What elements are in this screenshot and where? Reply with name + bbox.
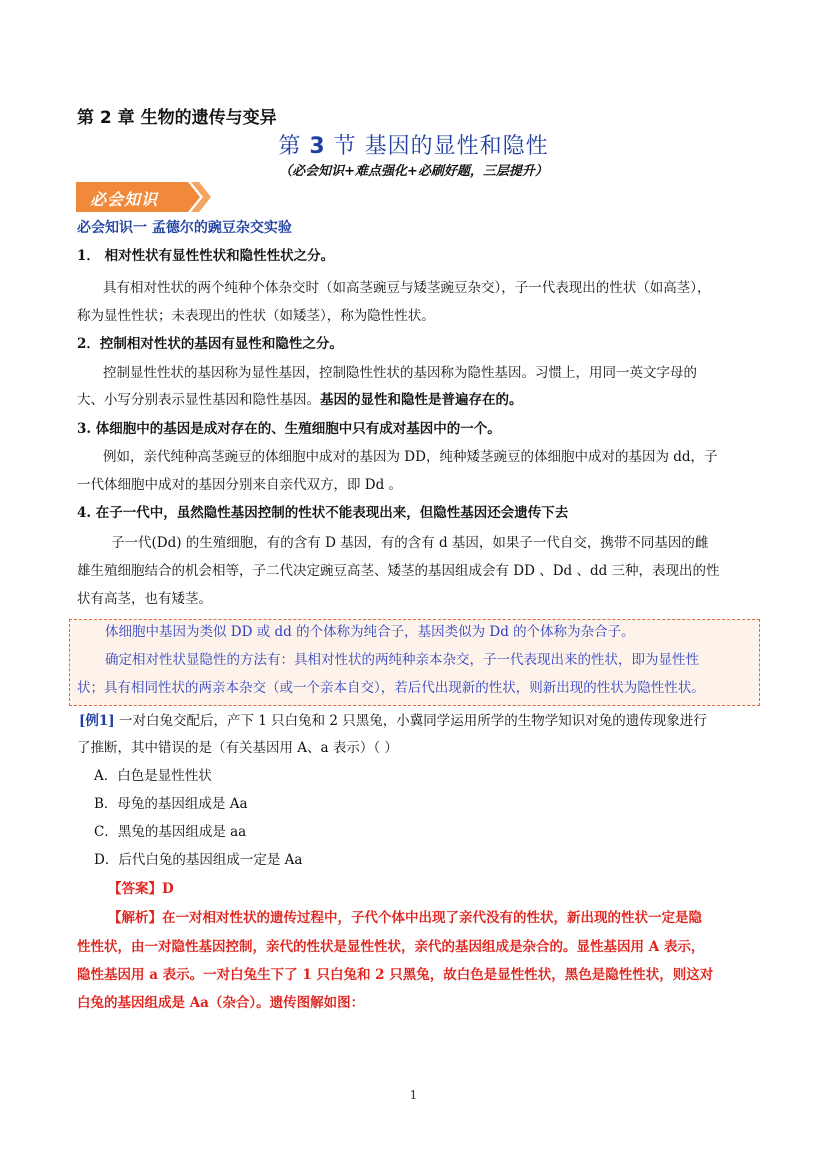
point-1-line-1: 具有相对性状的两个纯种个体杂交时（如高茎豌豆与矮茎豌豆杂交），子一代表现出的性状（如高茎）， [103,280,711,296]
analysis-line-2: 性性状，由一对隐性基因控制，亲代的性状是显性性状，亲代的基因组成是杂合的。显性基因用 A 表示， [77,939,705,955]
analysis-line-1 [108,908,702,928]
point-2-line-1: 控制显性性状的基因称为显性基因，控制隐性性状的基因称为隐性基因。习惯上，用同一英文字母的 [103,365,697,381]
note-line-3: 状；具有相同性状的两亲本杂交（或一个亲本自交），若后代出现新的性状，则新出现的性状为隐性性状。 [77,680,705,696]
point-4-heading: 4. 在子一代中，虽然隐性基因控制的性状不能表现出来，但隐性基因还会遗传下去 [77,505,569,521]
point-4-line-3: 状有高茎，也有矮茎。 [77,591,212,607]
option-c: C．黑兔的基因组成是 aa [94,824,247,840]
section-banner [76,182,216,212]
point-4-line-2: 雄生殖细胞结合的机会相等，子二代决定豌豆高茎、矮茎的基因组成会有 DD 、Dd 、dd 三种，表现出的性 [77,563,720,579]
option-a: A．白色是显性性状 [94,768,212,784]
page-number: 1 [409,1088,418,1102]
analysis-text-1: 在一对相对性状的遗传过程中，子代个体中出现了亲代没有的性状，新出现的性状一定是隐 [162,910,702,926]
point-1-heading: 1． 相对性状有显性性状和隐性性状之分。 [77,248,335,264]
title-rest: 节 基因的显性和隐性 [333,134,549,159]
point-2-line-2b: 基因的显性和隐性是普遍存在的。 [320,392,523,408]
point-2-line-2 [77,390,523,410]
point-3-heading: 3. 体细胞中的基因是成对存在的、生殖细胞中只有成对基因中的一个。 [77,421,501,437]
analysis-label: 【解析】 [108,910,162,926]
example-text: 一对白兔交配后，产下 1 只白兔和 2 只黑兔，小冀同学运用所学的生物学知识对兔的遗传现象进行 [114,713,707,729]
answer [108,879,174,899]
point-2-heading: 2．控制相对性状的基因有显性和隐性之分。 [77,336,343,352]
banner-label: 必会知识 [90,190,159,209]
point-2-line-2a: 大、小写分别表示显性基因和隐性基因。 [77,392,320,408]
analysis-line-4: 白兔的基因组成是 Aa（杂合）。遗传图解如图： [77,995,365,1011]
answer-label: 【答案】 [108,881,162,897]
point-4-line-1: 子一代(Dd) 的生殖细胞，有的含有 D 基因，有的含有 d 基因，如果子一代自交，携带不同基因的雌 [111,535,709,551]
note-line-2: 确定相对性状显隐性的方法有：具相对性状的两纯种亲本杂交，子一代表现出来的性状，即为显性性 [105,652,699,668]
title-prefix: 第 [278,134,302,159]
answer-value: D [162,881,174,897]
example-line-2: 了推断，其中错误的是（有关基因用 A、a 表示）（ ） [77,740,398,756]
point-3-line-2: 一代体细胞中成对的基因分别来自亲代双方，即 Dd 。 [77,477,403,493]
title-number: 3 [309,134,326,159]
chapter-heading: 第 2 章 生物的遗传与变异 [77,108,277,128]
note-line-1: 体细胞中基因为类似 DD 或 dd 的个体称为纯合子，基因类似为 Dd 的个体称为杂合子。 [105,624,635,640]
example-tag: [例1] [79,713,115,729]
point-1-line-2: 称为显性性状；未表现出的性状（如矮茎），称为隐性性状。 [77,308,435,324]
page-title [0,129,827,160]
example-line-1 [79,711,707,731]
point-3-line-1: 例如，亲代纯种高茎豌豆的体细胞中成对的基因为 DD，纯种矮茎豌豆的体细胞中成对的基因为 dd，子 [103,449,718,465]
analysis-line-3: 隐性基因用 a 表示。一对白兔生下了 1 只白兔和 2 只黑兔，故白色是显性性状，黑色是隐性性状，则这对 [77,967,714,983]
option-d: D．后代白兔的基因组成一定是 Aa [94,852,303,868]
section-title: 必会知识一 孟德尔的豌豆杂交实验 [77,220,292,236]
page-subtitle: （必会知识+难点强化+必刷好题，三层提升） [279,164,548,179]
option-b: B．母兔的基因组成是 Aa [94,796,248,812]
